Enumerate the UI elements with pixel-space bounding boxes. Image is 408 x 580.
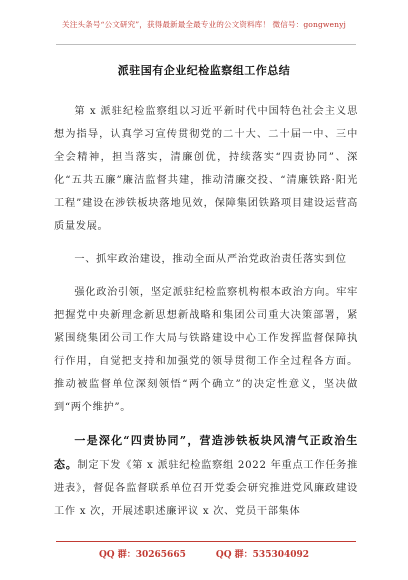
header-divider — [56, 44, 356, 45]
footer-divider — [56, 541, 356, 542]
promo-header — [0, 0, 408, 44]
document-title: 派驻国有企业纪检监察组工作总结 — [117, 64, 291, 77]
point-paragraph — [54, 429, 358, 523]
footer — [0, 547, 408, 560]
point-lead: 一是深化“四责协同”，营造涉铁板块风清气正政治生态。 — [54, 434, 358, 471]
intro-paragraph: 第 x 派驻纪检监察组以习近平新时代中国特色社会主义思想为指导，认真学习宣传贯彻党的二十大、二十届一中、三中全会精神，担当落实，清廉创优，持续落实“四责协同”、深化“五共五廉”廉洁监督共建，推动清廉交投、“清廉铁路·阳光工程”建设在涉铁板块落地见效，保障集团铁路项目建设运营高质量发展。 — [54, 106, 358, 232]
document-body — [54, 100, 358, 533]
promo-header-text: 关注头条号“公文研究”，获得最新最全最专业的公文资料库！ 微信号：gongwenyj — [62, 20, 346, 29]
footer-qq-group-2: QQ 群：535304092 — [215, 550, 310, 560]
point-text: 制定下发《第 x 派驻纪检监察组 2022 年重点工作任务推进表》，督促各监督联系单位召开党委会研究推进党风廉政建设工作 x 次，开展述职述廉评议 x 次、党员干部集体 — [54, 460, 358, 517]
section-heading: 一、抓牢政治建设，推动全面从严治党政治责任落实到位 — [74, 254, 347, 265]
body-paragraph: 强化政治引领，坚定派驻纪检监察机构根本政治方向。牢牢把握党中央新理念新思想新战略和集团公司重大决策部署，紧紧围绕集团公司工作大局与铁路建设中心工作发挥监督保障执行作用，自觉把支持和加强党的领导贯彻工作全过程各方面。推动被监督单位深刻领悟“两个确立”的决定性意义，坚决做到“两个维护”。 — [54, 287, 358, 413]
footer-qq-group-1: QQ 群：30265665 — [98, 550, 186, 560]
